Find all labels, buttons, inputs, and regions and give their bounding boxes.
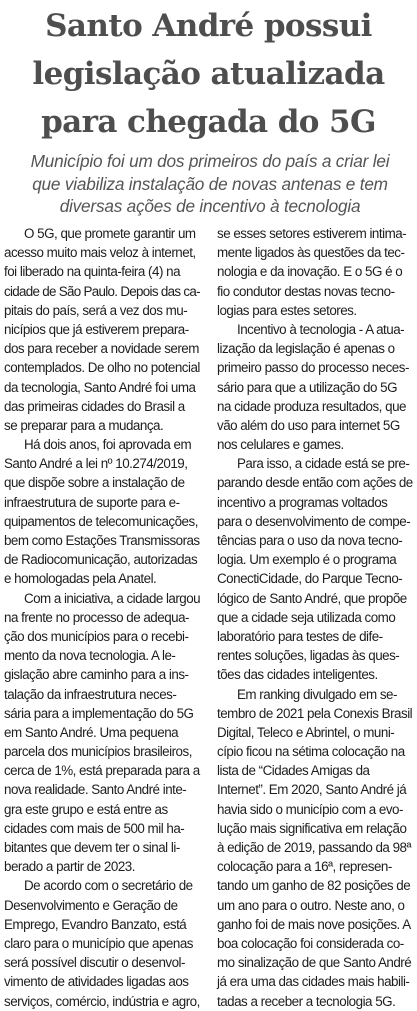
body-text-line: Em ranking divulgado em se- xyxy=(237,686,397,702)
body-text-line: lista de “Cidades Amigas da xyxy=(217,763,370,779)
headline xyxy=(6,2,411,146)
body-text-line: Santo André a lei nº 10.274/2019, xyxy=(4,456,188,472)
body-text-line: logias para estes setores. xyxy=(217,302,357,318)
body-text-line: à edição de 2019, passando da 98ª xyxy=(217,840,411,855)
article-column-left xyxy=(4,224,200,1011)
body-text-line: Há dois anos, foi aprovada em xyxy=(24,437,192,453)
body-text-line: berado a partir de 2023. xyxy=(4,859,135,875)
body-text-line: mo sinalização de que Santo André xyxy=(217,955,412,971)
headline-line: Santo André possui xyxy=(45,8,372,44)
body-text-line: acesso muito mais veloz à internet, xyxy=(4,245,196,261)
body-text-line: que dispõe sobre a instalação de xyxy=(4,475,185,491)
body-text-line: das primeiras cidades do Brasil a xyxy=(4,398,185,414)
body-text-line: para o desenvolvimento de compe- xyxy=(217,513,411,529)
body-text-line: já era uma das cidades mais habili- xyxy=(217,974,410,990)
body-text-line: mente ligados às questões da tec- xyxy=(217,245,405,261)
body-text-line: Digital, Teleco e Abrintel, o muni- xyxy=(217,724,395,740)
body-text-line: fio condutor destas novas tecno- xyxy=(217,283,395,299)
body-text-line: infraestrutura de suporte para e- xyxy=(4,494,180,510)
body-text-line: tando um ganho de 82 posições de xyxy=(217,878,411,894)
body-text-line: um ano para o outro. Neste ano, o xyxy=(217,897,405,913)
body-text-line: ganho foi de mais nove posições. A xyxy=(217,916,411,932)
article-column-right xyxy=(217,224,413,1011)
body-text-line: Internet”. Em 2020, Santo André já xyxy=(217,782,407,798)
body-text-line: pitais do país, será a vez dos mu- xyxy=(4,302,188,318)
body-text-line: De acordo com o secretário de xyxy=(24,878,193,894)
body-text-line: gra este grupo e está entre as xyxy=(4,801,168,817)
subheadline-line: diversas ações de incentivo à tecnologia xyxy=(59,196,361,216)
body-text-line: O 5G, que promete garantir um xyxy=(24,226,196,241)
body-text-line: Desenvolvimento e Geração de xyxy=(4,897,178,913)
body-text-line: parcela dos municípios brasileiros, xyxy=(4,744,192,760)
body-text-line: sário para que a utilização do 5G xyxy=(217,379,398,395)
body-text-line: Incentivo à tecnologia - A atua- xyxy=(237,321,405,337)
body-text-line: ção dos municípios para o recebi- xyxy=(4,628,189,644)
body-text-line: da tecnologia, Santo André foi uma xyxy=(4,379,196,395)
body-text-line: se preparar para a mudança. xyxy=(4,417,164,433)
subheadline-line: Município foi um dos primeiros do país a criar lei xyxy=(30,151,390,171)
body-text-line: primeiro passo do processo neces- xyxy=(217,360,409,376)
body-text-line: cidade de São Paulo. Depois das ca- xyxy=(4,283,200,299)
subheadline-line: que viabiliza instalação de novas antenas e tem xyxy=(32,173,388,194)
body-text-line: colocação para a 16ª, represen- xyxy=(217,859,392,875)
body-text-line: se esses setores estiverem intima- xyxy=(217,226,407,241)
body-text-line: parando desde então com ações de xyxy=(217,475,413,491)
body-text-line: vão além do uso para internet 5G xyxy=(217,417,400,433)
body-text-line: contemplados. De olho no potencial xyxy=(4,360,200,376)
headline-line: para chegada do 5G xyxy=(41,104,376,140)
body-text-line: na frente no processo de adequa- xyxy=(4,609,190,625)
body-text-line: nos celulares e games. xyxy=(217,437,344,453)
body-text-line: vimento de atividades ligadas aos xyxy=(4,974,189,990)
body-text-line: Para isso, a cidade está se pre- xyxy=(237,456,410,472)
body-text-line: tembro de 2021 pela Conexis Brasil xyxy=(217,705,413,721)
body-text-line: cerca de 1%, está preparada para a xyxy=(4,763,200,779)
body-text-line: logia. Um exemplo é o programa xyxy=(217,552,397,568)
body-text-line: ConectiCidade, do Parque Tecno- xyxy=(217,571,403,587)
body-text-line: rentes soluções, ligadas às ques- xyxy=(217,648,400,664)
body-text-line: incentivo a programas voltados xyxy=(217,494,388,510)
body-text-line: lução mais significativa em relação xyxy=(217,820,407,836)
body-text-line: claro para o município que apenas xyxy=(4,935,193,951)
body-text-line: lização da legislação é apenas o xyxy=(217,341,395,357)
body-text-line: lógico de Santo André, que propõe xyxy=(217,590,407,606)
body-text-line: de Radiocomunicação, autorizadas xyxy=(4,552,198,568)
body-text-line: havia sido o município com a evo- xyxy=(217,801,403,817)
body-text-line: foi liberado na quinta-feira (4) na xyxy=(4,264,181,280)
body-text-line: bitantes que devem ter o sinal li- xyxy=(4,840,180,855)
body-text-line: quipamentos de telecomunicações, xyxy=(4,513,198,529)
body-text-line: boa colocação foi considerada co- xyxy=(217,935,404,951)
body-text-line: cidades com mais de 500 mil ha- xyxy=(4,820,185,836)
body-text-line: cípio ficou na sétima colocação na xyxy=(217,744,405,760)
body-text-line: tadas a receber a tecnologia 5G. xyxy=(217,993,396,1009)
body-text-line: Emprego, Evandro Banzato, está xyxy=(4,916,187,932)
body-text-line: nova realidade. Santo André inte- xyxy=(4,782,187,798)
subheadline xyxy=(14,150,406,218)
body-text-line: serviços, comércio, indústria e agro, xyxy=(4,993,200,1009)
body-text-line: dos para receber a novidade serem xyxy=(4,341,199,357)
body-text-line: que a cidade seja utilizada como xyxy=(217,609,396,625)
body-text-line: tões das cidades inteligentes. xyxy=(217,667,378,683)
body-text-line: Com a iniciativa, a cidade largou xyxy=(24,590,201,606)
body-text-line: sária para a implementação do 5G xyxy=(4,705,194,721)
body-text-line: nologia e da inovação. E o 5G é o xyxy=(217,264,403,280)
body-text-line: laboratório para testes de dife- xyxy=(217,628,383,644)
body-text-line: tências para o uso da nova tecno- xyxy=(217,533,403,548)
body-text-line: será possível discutir o desenvol- xyxy=(4,955,185,971)
body-text-line: mento da nova tecnologia. A le- xyxy=(4,648,176,664)
headline-line: legislação atualizada xyxy=(32,56,385,92)
body-text-line: nicípios que já estiverem prepara- xyxy=(4,321,189,337)
body-text-line: em Santo André. Uma pequena xyxy=(4,724,179,740)
body-text-line: bem como Estações Transmissoras xyxy=(4,533,200,548)
body-text-line: gislação abre caminho para a ins- xyxy=(4,667,189,683)
body-text-line: talação da infraestrutura neces- xyxy=(4,686,177,702)
body-text-line: na cidade produza resultados, que xyxy=(217,398,406,414)
body-text-line: e homologadas pela Anatel. xyxy=(4,571,157,587)
